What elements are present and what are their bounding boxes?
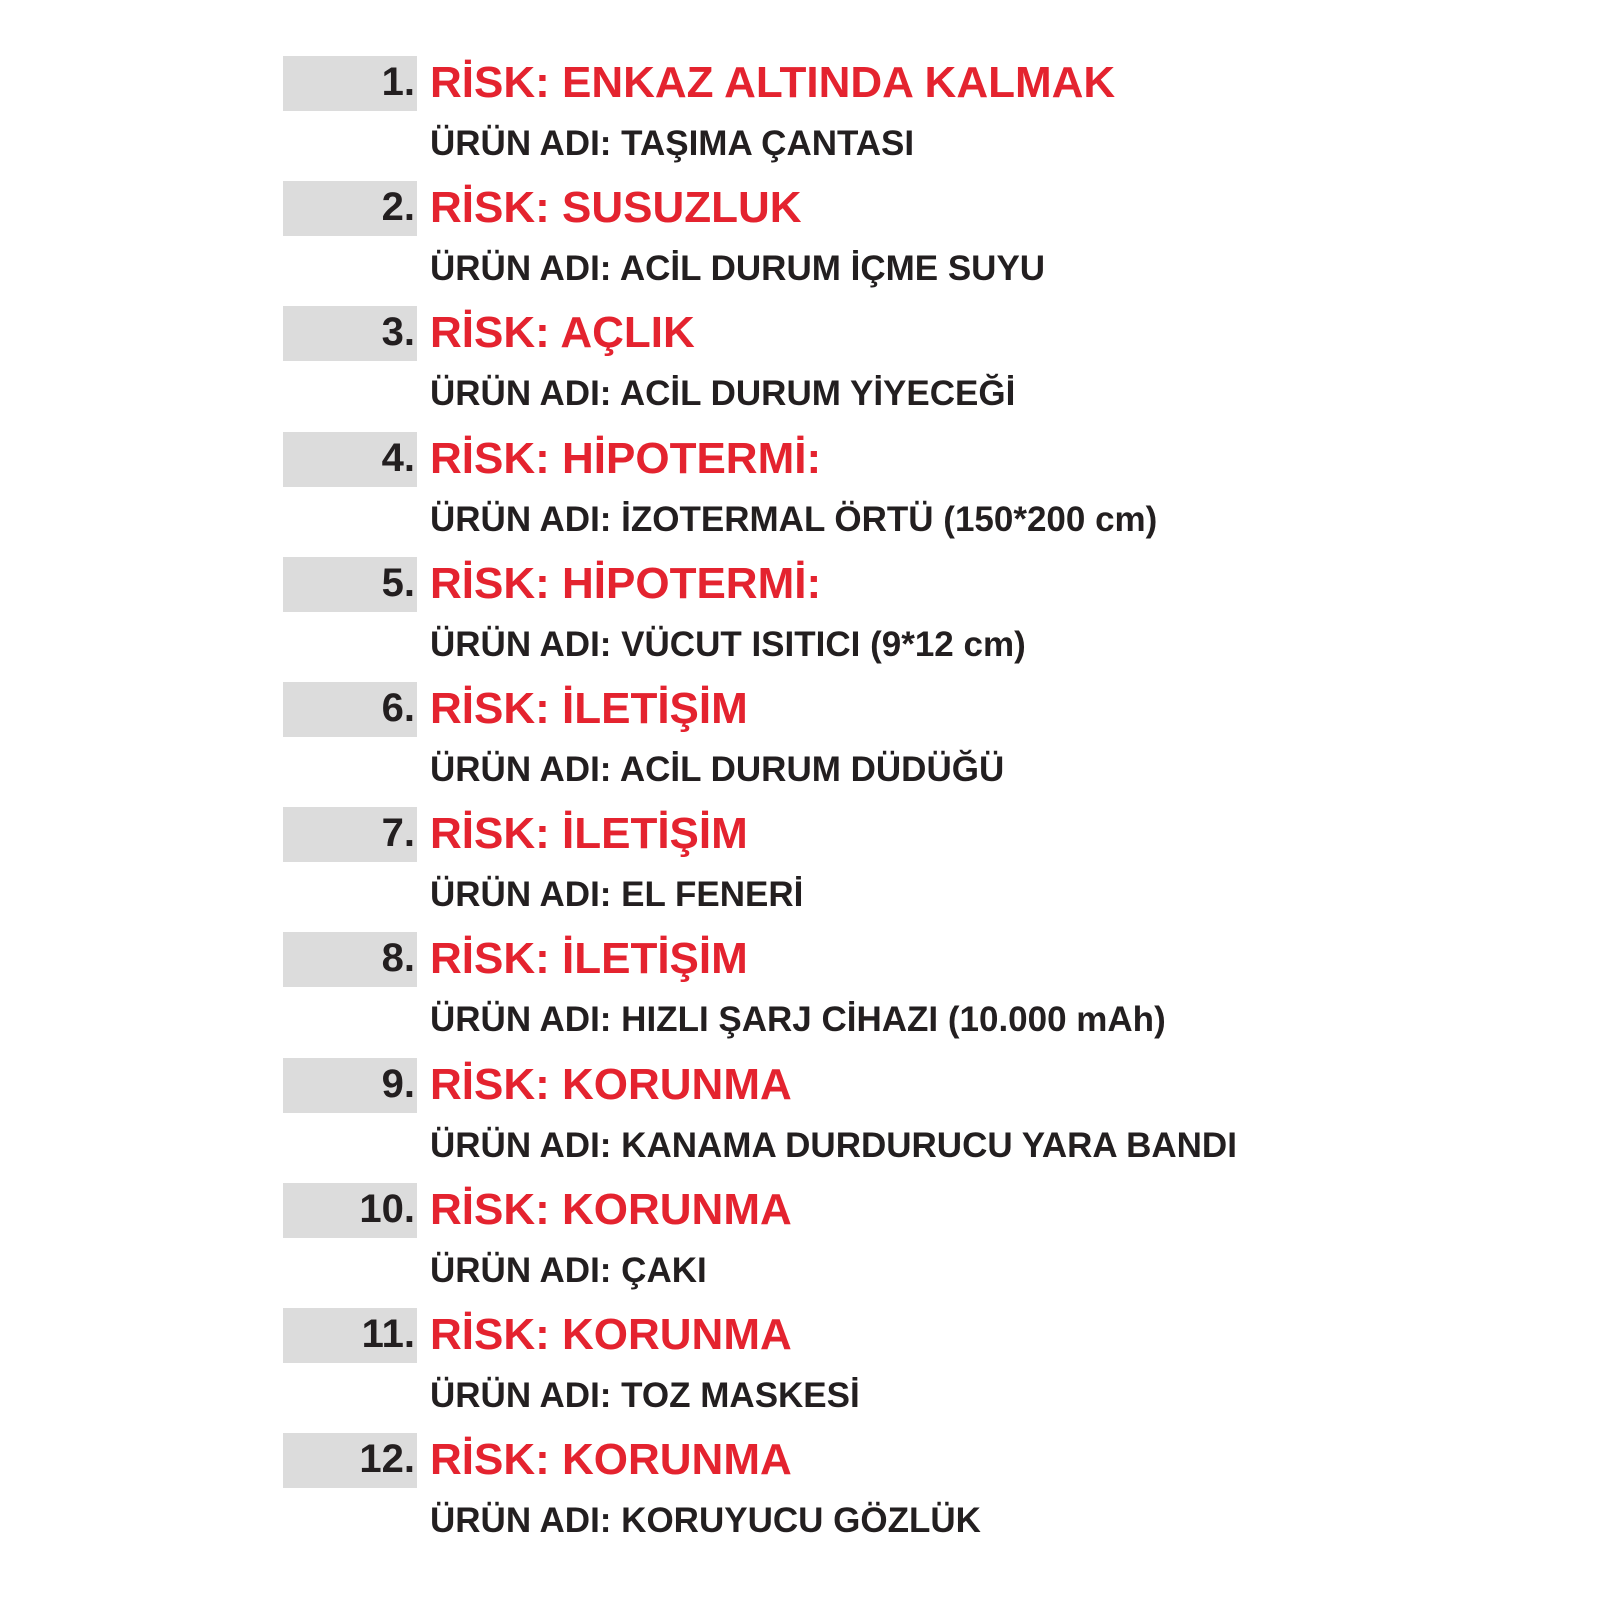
item-number-box <box>283 1183 417 1238</box>
list-item <box>283 181 1383 306</box>
list-item <box>283 807 1383 932</box>
item-number: 7. <box>381 811 415 856</box>
product-name: ÜRÜN ADI: ACİL DURUM İÇME SUYU <box>430 249 1046 289</box>
item-number-box <box>283 432 417 487</box>
list-item <box>283 682 1383 807</box>
item-number-box <box>283 1058 417 1113</box>
risk-label: RİSK: KORUNMA <box>430 1184 792 1234</box>
risk-label: RİSK: KORUNMA <box>430 1309 792 1359</box>
list-item <box>283 432 1383 557</box>
risk-label: RİSK: SUSUZLUK <box>430 183 802 233</box>
risk-label: RİSK: İLETİŞİM <box>430 934 748 984</box>
risk-label: RİSK: KORUNMA <box>430 1059 792 1109</box>
item-number: 11. <box>361 1311 415 1356</box>
item-number: 3. <box>381 310 415 355</box>
item-number: 2. <box>381 185 415 230</box>
risk-label: RİSK: HİPOTERMİ: <box>430 433 822 483</box>
product-name: ÜRÜN ADI: İZOTERMAL ÖRTÜ (150*200 cm) <box>430 499 1158 539</box>
list-item <box>283 557 1383 682</box>
product-name: ÜRÜN ADI: HIZLI ŞARJ CİHAZI (10.000 mAh) <box>430 1000 1166 1040</box>
product-name: ÜRÜN ADI: VÜCUT ISITICI (9*12 cm) <box>430 624 1026 664</box>
item-number: 4. <box>381 435 415 480</box>
product-name: ÜRÜN ADI: KANAMA DURDURUCU YARA BANDI <box>430 1125 1237 1165</box>
list-item <box>283 1183 1383 1308</box>
item-number-box <box>283 56 417 111</box>
item-number: 12. <box>359 1437 415 1482</box>
product-name: ÜRÜN ADI: EL FENERİ <box>430 875 804 915</box>
product-name: ÜRÜN ADI: ÇAKI <box>430 1250 707 1290</box>
item-number-box <box>283 1308 417 1363</box>
list-item <box>283 932 1383 1057</box>
risk-label: RİSK: İLETİŞİM <box>430 809 748 859</box>
product-name: ÜRÜN ADI: ACİL DURUM DÜDÜĞÜ <box>430 749 1005 789</box>
list-item <box>283 306 1383 431</box>
item-number-box <box>283 807 417 862</box>
item-number: 10. <box>359 1186 415 1231</box>
product-name: ÜRÜN ADI: TOZ MASKESİ <box>430 1375 860 1415</box>
item-number-box <box>283 557 417 612</box>
item-number: 1. <box>381 60 415 104</box>
item-number: 6. <box>381 685 415 730</box>
list-item <box>283 1433 1383 1558</box>
list-item <box>283 1058 1383 1183</box>
risk-label: RİSK: KORUNMA <box>430 1435 792 1485</box>
item-number-box <box>283 1433 417 1488</box>
product-name: ÜRÜN ADI: ACİL DURUM YİYECEĞİ <box>430 374 1016 414</box>
item-number-box <box>283 932 417 987</box>
product-name: ÜRÜN ADI: TAŞIMA ÇANTASI <box>430 124 915 163</box>
item-number: 9. <box>381 1061 415 1106</box>
risk-label: RİSK: ENKAZ ALTINDA KALMAK <box>430 58 1116 107</box>
list-item <box>283 1308 1383 1433</box>
item-number-box <box>283 181 417 236</box>
item-number-box <box>283 306 417 361</box>
product-name: ÜRÜN ADI: KORUYUCU GÖZLÜK <box>430 1501 981 1541</box>
item-number: 8. <box>381 936 415 981</box>
list-item <box>283 56 1383 181</box>
item-number-box <box>283 682 417 737</box>
item-number: 5. <box>381 560 415 605</box>
risk-label: RİSK: İLETİŞİM <box>430 683 748 733</box>
risk-label: RİSK: AÇLIK <box>430 308 695 358</box>
risk-product-list <box>283 56 1383 1558</box>
risk-label: RİSK: HİPOTERMİ: <box>430 558 822 608</box>
